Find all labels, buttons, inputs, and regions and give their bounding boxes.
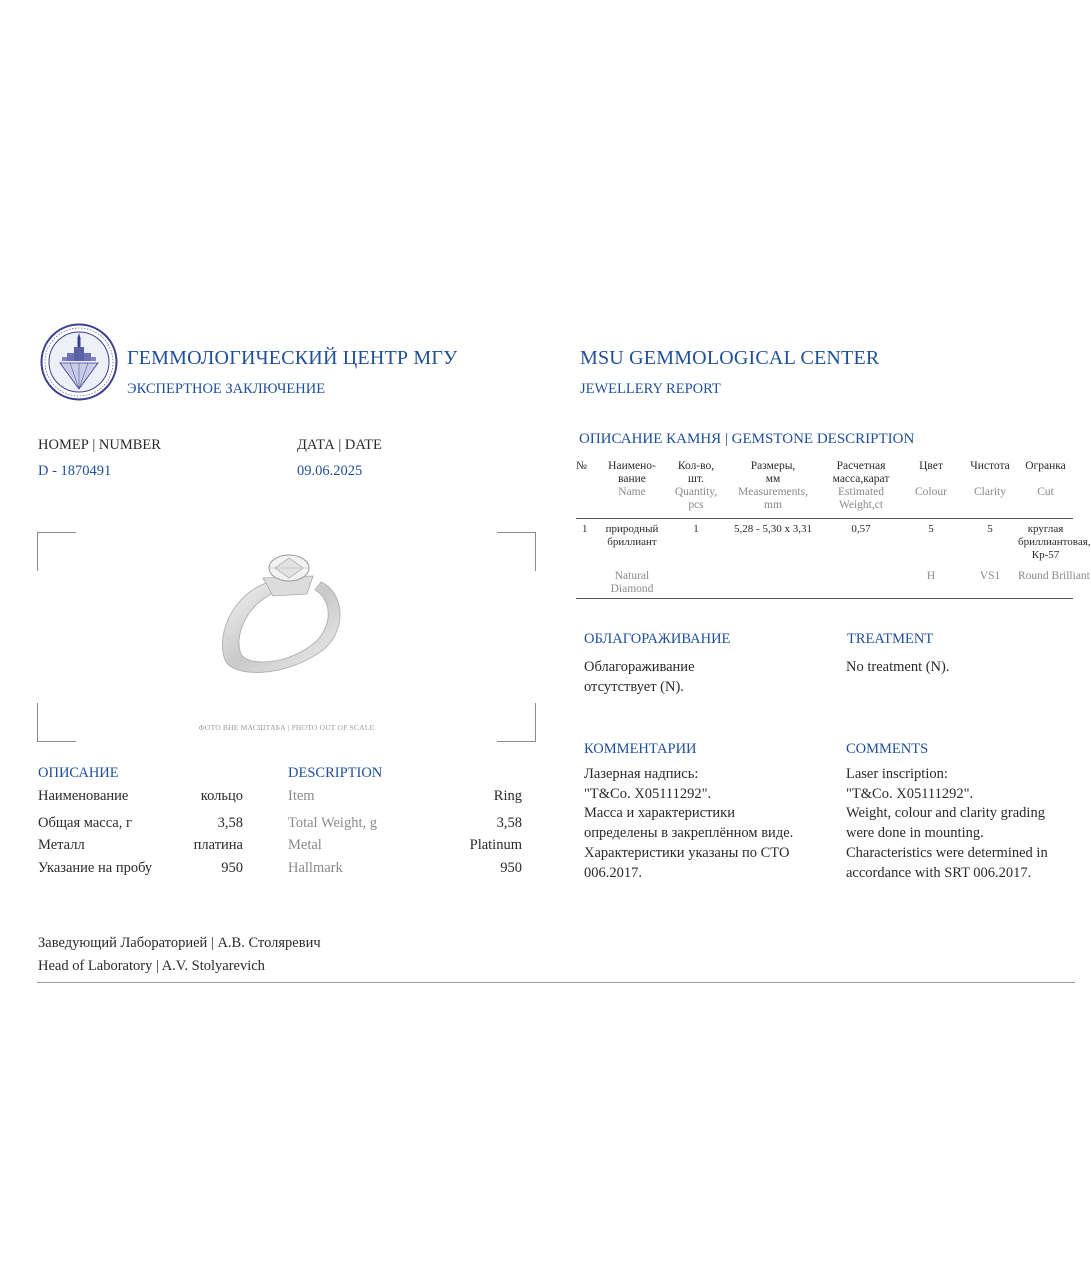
text-line: Weight, colour and clarity grading	[846, 805, 1045, 822]
comments-text-ru	[584, 765, 793, 883]
frame-corner	[497, 532, 536, 571]
desc-label-ru: Общая масса, г	[38, 815, 132, 831]
header-cell: Colour	[900, 486, 962, 519]
text-line: Характеристики указаны по СТО	[584, 844, 790, 861]
header-cell: Расчетная масса,карат	[832, 460, 890, 485]
description-title-ru: ОПИСАНИЕ	[38, 765, 119, 781]
table-cell: VS1	[962, 562, 1018, 599]
text-line: Лазерная надпись:	[584, 766, 699, 782]
gemstone-title: ОПИСАНИЕ КАМНЯ | GEMSTONE DESCRIPTION	[579, 431, 915, 447]
desc-label-en: Metal	[288, 837, 322, 853]
header-cell: Цвет	[919, 460, 943, 472]
header-cell: №	[576, 460, 587, 472]
frame-corner	[37, 532, 76, 571]
table-cell: Natural Diamond	[596, 562, 668, 599]
table-cell: H	[900, 562, 962, 599]
subtitle-ru: ЭКСПЕРТНОЕ ЗАКЛЮЧЕНИЕ	[127, 381, 326, 397]
text-line: Облагораживание	[584, 659, 695, 675]
header-cell: Estimated Weight,ct	[822, 486, 900, 519]
treatment-text-ru	[584, 658, 695, 697]
date-value: 09.06.2025	[297, 463, 363, 479]
header-cell: Наимено- вание	[608, 460, 656, 485]
head-of-lab-ru: Заведующий Лабораторией | А.В. Столяревич	[38, 935, 321, 951]
table-row	[576, 562, 1073, 599]
table-cell	[724, 562, 822, 599]
table-cell: Round Brilliant	[1018, 562, 1073, 599]
header-cell: Measurements, mm	[724, 486, 822, 519]
number-label: НОМЕР | NUMBER	[38, 437, 161, 453]
header-cell: Clarity	[962, 486, 1018, 519]
footer-divider	[37, 982, 1075, 983]
desc-value-ru: платина	[193, 837, 243, 853]
table-cell: 1	[693, 523, 699, 535]
text-line: Characteristics were determined in	[846, 844, 1048, 861]
desc-label-ru: Указание на пробу	[38, 860, 153, 876]
header-cell: Quantity, pcs	[668, 486, 724, 519]
desc-value-en: 3,58	[496, 815, 522, 831]
table-cell: 5,28 - 5,30 x 3,31	[734, 523, 812, 535]
table-header-en	[576, 486, 1073, 519]
treatment-text-en: No treatment (N).	[846, 659, 950, 675]
desc-label-en: Hallmark	[288, 860, 343, 876]
date-label: ДАТА | DATE	[297, 437, 382, 453]
title-ru: ГЕММОЛОГИЧЕСКИЙ ЦЕНТР МГУ	[127, 347, 458, 369]
treatment-title-ru: ОБЛАГОРАЖИВАНИЕ	[584, 631, 731, 647]
text-line: "T&Co. X05111292".	[584, 785, 712, 802]
header-cell: Размеры, мм	[750, 460, 796, 485]
header-cell: Чистота	[970, 460, 1010, 472]
table-cell	[822, 562, 900, 599]
comments-title-ru: КОММЕНТАРИИ	[584, 741, 697, 757]
desc-label-ru: Наименование	[38, 788, 129, 804]
gemstone-table	[576, 458, 1091, 599]
header-cell: Кол-во, шт.	[677, 460, 715, 485]
text-line: 006.2017.	[584, 864, 642, 881]
table-cell: круглая бриллиантовая, Кр-57	[1018, 523, 1091, 561]
table-cell: 0,57	[851, 523, 871, 535]
text-line: were done in mounting.	[846, 825, 984, 842]
header-cell: Name	[596, 486, 668, 519]
description-title-en: DESCRIPTION	[288, 765, 383, 781]
header-cell: Cut	[1018, 486, 1073, 519]
header-cell	[576, 486, 596, 519]
comments-title-en: COMMENTS	[846, 741, 929, 757]
subtitle-en: JEWELLERY REPORT	[580, 381, 721, 397]
desc-value-en: Ring	[493, 788, 522, 804]
table-cell	[576, 562, 596, 599]
treatment-title-en: TREATMENT	[847, 631, 934, 647]
table-cell: 5	[928, 523, 934, 535]
desc-value-ru: 3,58	[217, 815, 243, 831]
msu-logo-seal	[40, 323, 118, 401]
desc-value-en: Platinum	[469, 837, 522, 853]
table-cell	[668, 562, 724, 599]
table-header-ru	[576, 458, 1073, 486]
table-row	[576, 519, 1073, 563]
number-value: D - 1870491	[38, 463, 112, 479]
desc-value-ru: 950	[221, 860, 243, 876]
desc-label-ru: Металл	[38, 837, 85, 853]
table-cell: 1	[582, 523, 588, 535]
head-of-lab-en: Head of Laboratory | A.V. Stolyarevich	[38, 958, 265, 974]
desc-value-en: 950	[500, 860, 522, 876]
header-cell: Огранка	[1025, 460, 1066, 472]
text-line: Laser inscription:	[846, 766, 948, 782]
table-cell: природный бриллиант	[605, 523, 659, 548]
text-line: отсутствует (N).	[584, 678, 684, 695]
title-en: MSU GEMMOLOGICAL CENTER	[580, 347, 880, 369]
desc-value-ru: кольцо	[200, 788, 243, 804]
desc-label-en: Total Weight, g	[288, 815, 377, 831]
text-line: accordance with SRT 006.2017.	[846, 864, 1032, 881]
photo-caption: ФОТО ВНЕ МАСШТАБА | PHOTO OUT OF SCALE	[198, 723, 375, 732]
table-cell: 5	[987, 523, 993, 535]
desc-label-en: Item	[288, 788, 315, 804]
text-line: "T&Co. X05111292".	[846, 785, 974, 802]
text-line: Масса и характеристики	[584, 805, 735, 822]
comments-text-en	[846, 765, 1048, 883]
ring-photo	[215, 538, 350, 680]
text-line: определены в закреплённом виде.	[584, 825, 794, 842]
photo-frame	[37, 532, 536, 742]
